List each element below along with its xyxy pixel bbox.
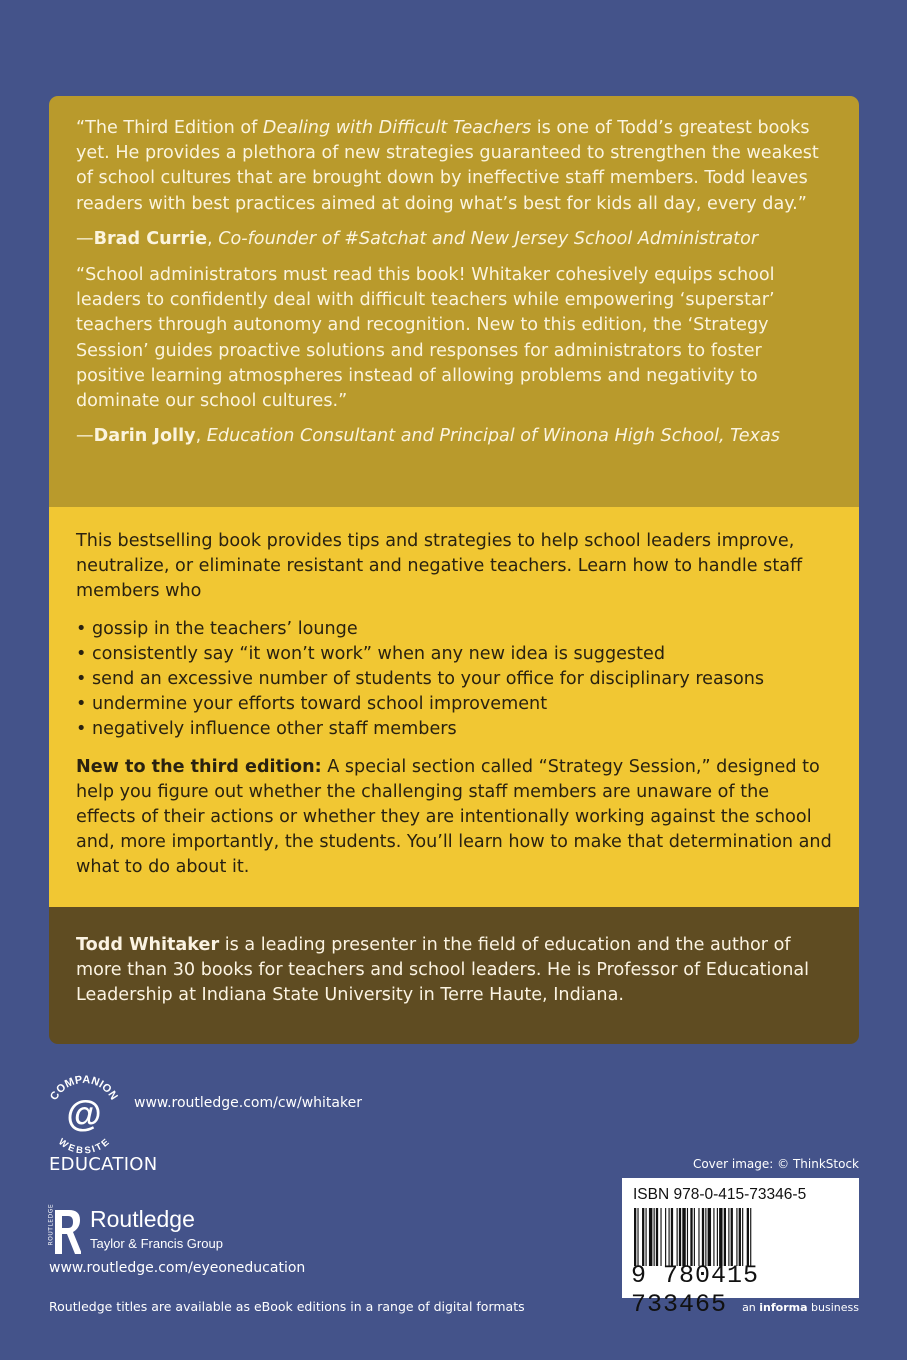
list-item: • consistently say “it won’t work” when any new idea is suggested [76,643,665,664]
publisher-url[interactable]: www.routledge.com/eyeoneducation [49,1260,306,1276]
svg-text:WEBSITE [56,1136,112,1154]
barcode-bar [702,1208,704,1266]
barcode-bar [665,1208,666,1266]
publisher-name: Routledge [90,1206,195,1232]
author-name: Todd Whitaker [76,935,220,955]
description-panel [49,507,859,907]
companion-label: COMPANION [48,1074,120,1103]
endorser-name: Brad Currie [93,228,208,249]
endorsement-quote-2: “School administrators must read this book! Whitaker cohesively equips school leaders to confidently deal with difficult teachers while empowering ‘superstar’ teachers through autonomy and recognition. New to this edition, the ‘Strategy Session’ guides proactive solutions and responses for administrators to foster positive learning atmospheres instead of allowing problems and negativity to dominate our school cultures.” [76,265,775,412]
new-edition-label: New to the third edition: [76,756,322,777]
barcode-bar [719,1208,722,1266]
endorser-role: Co-founder of #Satchat and New Jersey School Administrator [218,228,759,249]
routledge-logo [45,1204,81,1256]
barcode-bar [637,1208,638,1266]
website-label: WEBSITE [56,1136,113,1154]
barcode-bar [660,1208,661,1266]
barcode-bar [682,1208,685,1266]
isbn-label: ISBN 978-0-415-73346-5 [633,1186,807,1203]
endorser-role: Education Consultant and Principal of Winona High School, Texas [206,426,780,447]
barcode-bars [634,1208,848,1266]
endorsements-panel [49,96,859,507]
barcode-bar [694,1208,695,1266]
barcode-bar [690,1208,692,1266]
barcode-bar [649,1208,652,1266]
svg-text:@: @ [66,1093,102,1134]
barcode-bar [687,1208,688,1266]
barcode-bar [677,1208,678,1266]
author-bio: Todd Whitaker is a leading presenter in the field of education and the author of more than 30 books for teachers and school leaders. He is Professor of Educational Leadership at Indiana State University in Terre Haute, Indiana. [76,935,810,1006]
endorsement-attribution-2: —Darin Jolly, Education Consultant and Principal of Winona High School, Texas [76,426,780,447]
description-intro: This bestselling book provides tips and strategies to help school leaders improve, neutralize, or eliminate resistant and negative teachers. Learn how to handle staff members who [76,531,803,602]
barcode-bar [669,1208,670,1266]
barcode-bar [671,1208,673,1266]
barcode-bar [747,1208,749,1266]
ebook-note: Routledge titles are available as eBook editions in a range of digital formats [49,1299,525,1314]
barcode-bar [642,1208,644,1266]
barcode-bar [698,1208,699,1266]
barcode-bar [646,1208,647,1266]
barcode-bar [705,1208,706,1266]
companion-website-icon [44,1074,124,1154]
barcode-bar [713,1208,714,1266]
publisher-group: Taylor & Francis Group [90,1236,223,1251]
endorsement-attribution-1: —Brad Currie, Co-founder of #Satchat and New Jersey School Administrator [76,228,759,249]
new-edition-paragraph: New to the third edition: A special section called “Strategy Session,” designed to help you figure out whether the challenging staff members are unaware of the effects of their actions or whether they are intentionally working against the school and, more importantly, the students. You’ll learn how to make that determination and what to do about it. [76,756,832,878]
barcode-bar [654,1208,655,1266]
routledge-vertical-text: ROUTLEDGE [47,1203,55,1246]
list-item: • send an excessive number of students to your office for disciplinary reasons [76,669,765,690]
barcode-bar [679,1208,681,1266]
barcode-bar [724,1208,726,1266]
barcode-bar [739,1208,741,1266]
book-title: Dealing with Difficult Teachers [262,118,532,138]
barcode-bar [731,1208,733,1266]
barcode-bar [742,1208,743,1266]
category-label: EDUCATION [49,1154,158,1175]
informa-tagline: an informa business [742,1301,859,1314]
barcode-bar [750,1208,751,1266]
barcode-bar [656,1208,658,1266]
barcode-bar [728,1208,729,1266]
barcode-bar [634,1208,636,1266]
list-item: • negatively influence other staff members [76,719,457,740]
bullet-list [76,617,832,743]
cover-credit: Cover image: © ThinkStock [692,1157,859,1171]
endorser-name: Darin Jolly [93,426,196,447]
list-item: • gossip in the teachers’ lounge [76,618,358,639]
barcode-bar [736,1208,737,1266]
endorsement-quote-1: “The Third Edition of Dealing with Difficult Teachers is one of Todd’s greatest books yet. He provides a plethora of new strategies guaranteed to strengthen the weakest of school cultures that are brought down by ineffective staff members. Todd leaves readers with best practices aimed at doing what’s best for kids all day, every day.” [76,118,819,214]
barcode-bar [708,1208,711,1266]
barcode-bar [717,1208,718,1266]
author-panel [49,907,859,1044]
list-item: • undermine your efforts toward school improvement [76,694,548,715]
barcode-digits: 9 780415 733465 [631,1261,760,1319]
companion-url[interactable]: www.routledge.com/cw/whitaker [134,1095,362,1111]
